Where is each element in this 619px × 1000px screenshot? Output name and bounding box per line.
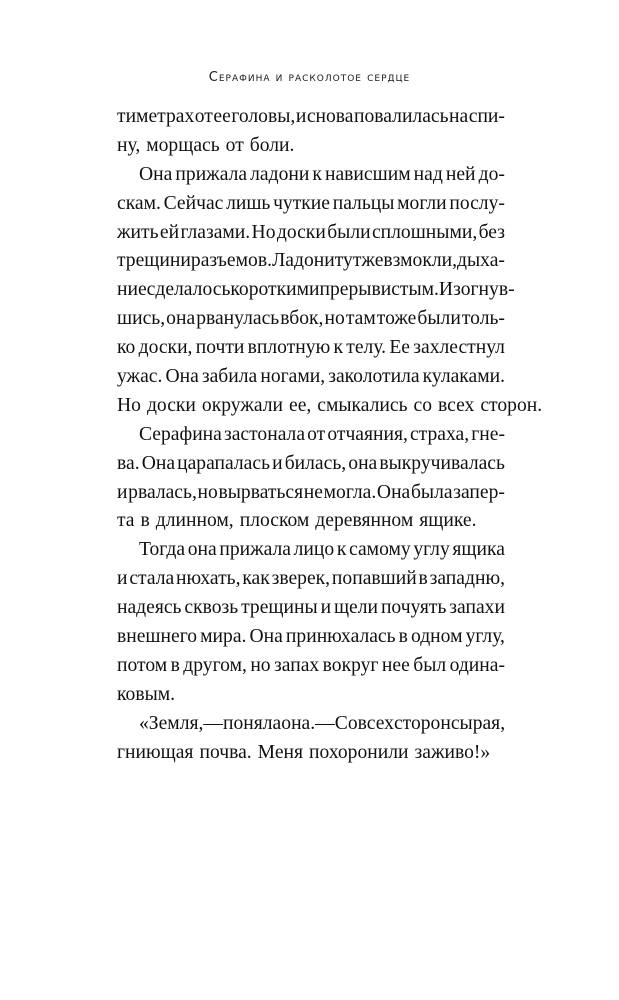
word: углу [413, 539, 450, 561]
word: одном [410, 626, 463, 648]
word: сквозь [184, 597, 239, 619]
word: вплотную [247, 337, 331, 359]
word: ковым. [117, 683, 176, 705]
word: почти [195, 337, 245, 359]
word: тут [334, 250, 362, 272]
word: — [203, 712, 223, 734]
word: жить [117, 221, 159, 243]
word: в [170, 654, 180, 676]
word: могли [397, 192, 447, 214]
word: одина- [449, 654, 505, 676]
word: без [478, 221, 505, 243]
word: поняла [223, 712, 282, 734]
text-line [117, 103, 505, 132]
word: ногами, [260, 366, 326, 388]
word: не [303, 481, 323, 503]
text-line [117, 710, 505, 739]
word: ва. [117, 452, 140, 474]
word: чуткие [273, 192, 330, 214]
word: заколотила [328, 366, 420, 388]
word: же [361, 250, 384, 272]
word: в [140, 510, 150, 532]
word: коротким [230, 279, 310, 301]
word: всех [438, 394, 475, 416]
text-line [117, 421, 505, 450]
text-line [117, 739, 505, 768]
word: Серафина [139, 423, 222, 445]
word: и [320, 597, 332, 619]
word: ужас. [117, 366, 163, 388]
word: от [194, 106, 213, 127]
word: Изогнув- [438, 279, 515, 301]
text-line [117, 247, 505, 276]
word: рвалась, [128, 481, 197, 503]
word: сырая, [450, 712, 506, 734]
word: до- [478, 163, 505, 185]
word: тиметрах [117, 106, 195, 127]
word: Она [249, 626, 283, 648]
word: ну, [117, 134, 141, 156]
text-line [117, 392, 543, 421]
word: внешнего [117, 626, 198, 648]
word: доски [146, 394, 196, 416]
word: страха, [409, 423, 470, 445]
word: — [315, 712, 335, 734]
word: запах [274, 654, 320, 676]
word: ко [117, 337, 136, 359]
paragraph [117, 103, 505, 161]
word: были [327, 221, 371, 243]
word: от [225, 134, 244, 156]
word: нюхать, [176, 568, 241, 590]
text-line [117, 219, 505, 248]
word: ней [445, 163, 476, 185]
word: над [413, 163, 443, 185]
word: ей [159, 221, 180, 243]
word: она. [281, 712, 316, 734]
word: стала [129, 568, 175, 590]
word: к [333, 337, 344, 359]
word: на [449, 106, 469, 127]
text-line [117, 161, 505, 190]
word: нависшим [325, 163, 411, 185]
text-line [117, 450, 505, 479]
word: разъемов. [190, 250, 272, 272]
word: ладони [250, 163, 310, 185]
word: телу. [346, 337, 387, 359]
word: лишь [226, 192, 271, 214]
word: щели [333, 597, 379, 619]
word: потом [117, 654, 168, 676]
word: Она [139, 163, 173, 185]
word: но [250, 654, 271, 676]
word: могла. [323, 481, 377, 503]
word: скам. [117, 192, 161, 214]
word: доски [276, 221, 326, 243]
word: она [187, 539, 217, 561]
text-line [117, 565, 505, 594]
body-text [117, 103, 543, 767]
word: послу- [449, 192, 505, 214]
word: отчаяния, [327, 423, 408, 445]
word: захлестнул [413, 337, 505, 359]
text-line [117, 594, 505, 623]
word: снова [306, 106, 354, 127]
word: и [117, 481, 128, 503]
word: и [180, 250, 191, 272]
paragraph [117, 161, 543, 421]
word: взмокли, [383, 250, 458, 272]
text-line [117, 276, 515, 305]
word: морщась [146, 134, 220, 156]
word: вокруг [322, 654, 379, 676]
word: прижала [175, 163, 248, 185]
word: Она [141, 452, 176, 474]
word: принюхалась [285, 626, 396, 648]
paragraph [117, 421, 505, 537]
word: сторон [393, 712, 451, 734]
word: попавший [331, 568, 417, 590]
word: зверек, [271, 568, 331, 590]
text-line [117, 334, 505, 363]
word: вбок, [280, 308, 324, 330]
word: ние [117, 279, 147, 301]
word: заживо!» [414, 741, 491, 763]
word: и [295, 106, 307, 127]
word: почуять [380, 597, 447, 619]
word: забила [201, 366, 258, 388]
word: почва. [199, 741, 252, 763]
paragraph [117, 536, 505, 709]
word: шись, [117, 308, 166, 330]
word: билась, [284, 452, 347, 474]
word: вырваться [218, 481, 304, 503]
text-line [117, 507, 505, 536]
word: Она [376, 481, 411, 503]
word: ее, [289, 394, 312, 416]
word: Ладони [271, 250, 335, 272]
word: ящике. [419, 510, 477, 532]
word: и [272, 452, 283, 474]
word: трещины [241, 597, 318, 619]
word: лицо [293, 539, 335, 561]
word: Меня [257, 741, 304, 763]
word: плоском [239, 510, 310, 532]
word: спи- [468, 106, 505, 127]
word: был [413, 654, 447, 676]
word: мира. [200, 626, 247, 648]
word: от [307, 423, 326, 445]
paragraph [117, 710, 505, 768]
word: и [309, 279, 320, 301]
word: окружали [201, 394, 283, 416]
word: были [417, 308, 461, 330]
running-head: Серафина и расколотое сердце [208, 70, 411, 85]
word: всех [357, 712, 394, 734]
word: выкручивалась [379, 452, 505, 474]
word: но [197, 481, 218, 503]
word: со [413, 394, 433, 416]
word: сплошными, [371, 221, 478, 243]
word: другом, [183, 654, 247, 676]
word: сделалось [146, 279, 231, 301]
word: «Земля, [139, 712, 204, 734]
word: прерывистым. [319, 279, 439, 301]
word: кулаками. [422, 366, 505, 388]
word: ящика [452, 539, 505, 561]
word: смыкались [317, 394, 408, 416]
text-line [117, 305, 505, 334]
word: Но [251, 221, 276, 243]
word: надеясь [117, 597, 182, 619]
word: западню, [429, 568, 505, 590]
word: пальцы [332, 192, 395, 214]
word: толь- [461, 308, 505, 330]
word: нее [381, 654, 410, 676]
word: гне- [471, 423, 505, 445]
word: ее [213, 106, 231, 127]
text-line [117, 190, 505, 219]
word: гниющая [117, 741, 194, 763]
word: тоже [376, 308, 417, 330]
word: и [117, 568, 128, 590]
word: Но [117, 394, 141, 416]
word: она [348, 452, 378, 474]
word: как [242, 568, 270, 590]
word: деревянном [315, 510, 414, 532]
word: к [336, 539, 347, 561]
word: дыха- [457, 250, 505, 272]
word: та [117, 510, 135, 532]
word: трещин [117, 250, 181, 272]
word: к [312, 163, 322, 185]
word: запахи [449, 597, 505, 619]
word: Со [334, 712, 358, 734]
word: сторон. [480, 394, 543, 416]
word: самому [349, 539, 411, 561]
word: Сейчас [163, 192, 224, 214]
text-line [117, 652, 505, 681]
word: углу, [465, 626, 505, 648]
word: застонала [223, 423, 306, 445]
word: Ее [389, 337, 410, 359]
word: Тогда [139, 539, 186, 561]
word: глазами. [180, 221, 251, 243]
word: но [324, 308, 345, 330]
word: в [398, 626, 408, 648]
word: запер- [453, 481, 505, 503]
word: доски, [138, 337, 193, 359]
text-line [117, 681, 505, 710]
word: боли. [249, 134, 295, 156]
word: рванулась [196, 308, 280, 330]
text-line [117, 536, 505, 565]
word: была [410, 481, 453, 503]
word: прижала [219, 539, 291, 561]
word: Она [165, 366, 199, 388]
word: головы, [231, 106, 296, 127]
word: повалилась [354, 106, 449, 127]
text-line [117, 132, 505, 161]
word: в [418, 568, 428, 590]
word: длинном, [155, 510, 234, 532]
text-line [117, 363, 505, 392]
text-line [117, 623, 505, 652]
word: там [345, 308, 376, 330]
text-line [117, 479, 505, 508]
word: она [166, 308, 196, 330]
word: похоронили [309, 741, 409, 763]
word: царапалась [177, 452, 271, 474]
